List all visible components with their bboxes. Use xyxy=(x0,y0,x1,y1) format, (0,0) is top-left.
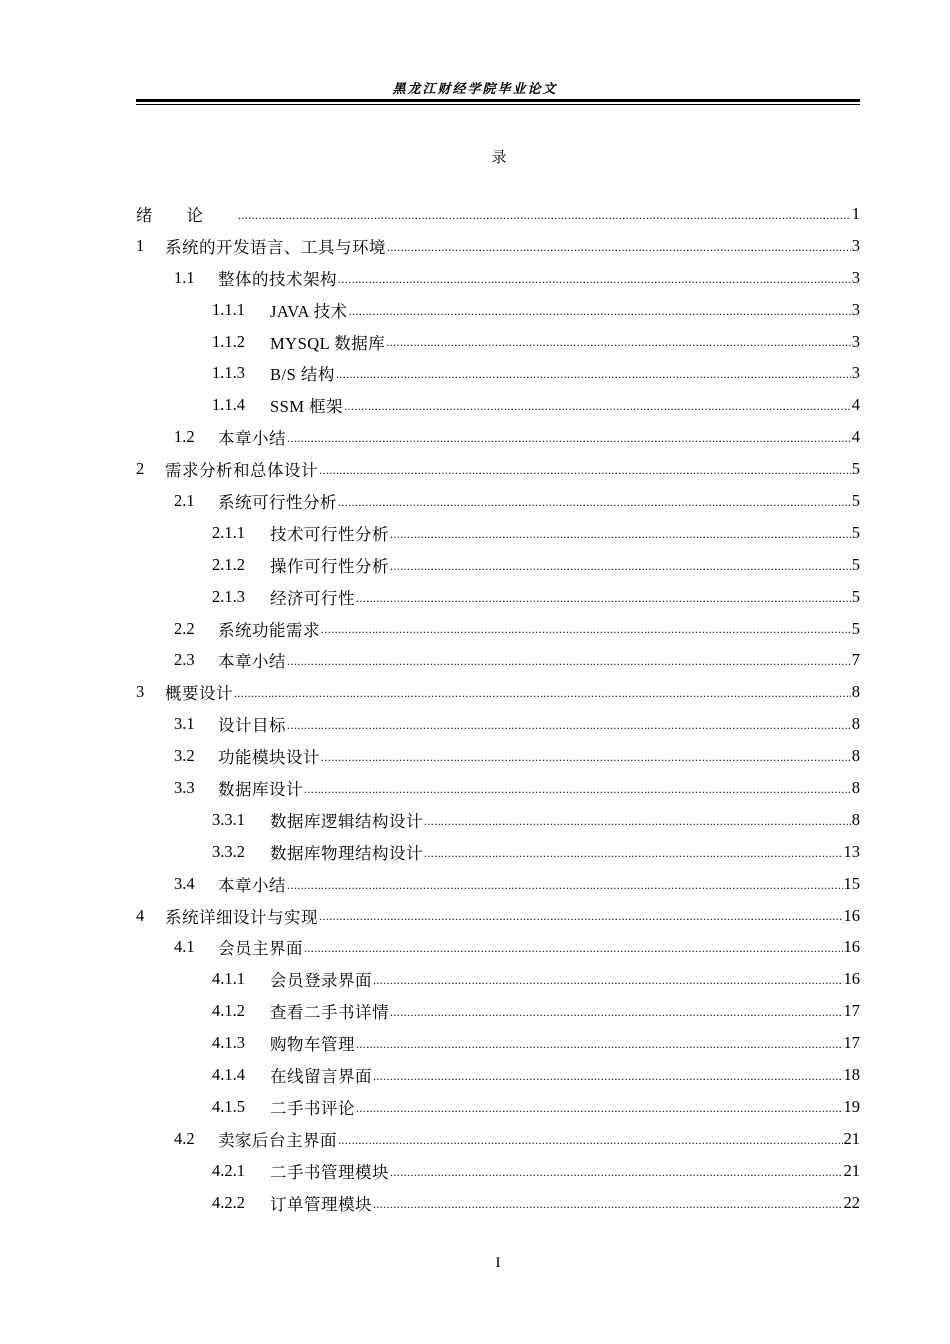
toc-entry-title: 数据库逻辑结构设计 xyxy=(270,811,423,831)
toc-leader-dots xyxy=(356,1037,843,1059)
toc-entry-title: 系统功能需求 xyxy=(218,620,320,640)
toc-entry-page: 16 xyxy=(843,937,860,957)
toc-entry-number: 2.1.2 xyxy=(212,554,245,574)
toc-entry-page: 5 xyxy=(851,459,860,479)
toc-entry[interactable] xyxy=(136,644,860,676)
toc-entry-page: 16 xyxy=(843,969,860,989)
toc-entry-title: 整体的技术架构 xyxy=(218,269,337,289)
header-rule-thick xyxy=(136,99,860,102)
toc-entry-page: 13 xyxy=(843,841,860,861)
toc-entry-title: MYSQL 数据库 xyxy=(270,333,386,353)
toc-entry-title: 在线留言界面 xyxy=(270,1066,372,1086)
toc-leader-dots xyxy=(287,878,843,900)
toc-entry-title: 需求分析和总体设计 xyxy=(165,461,318,481)
toc-entry[interactable] xyxy=(136,740,860,772)
toc-entry-title: 订单管理模块 xyxy=(270,1194,372,1214)
toc-entry-page: 22 xyxy=(843,1192,860,1212)
toc-entry[interactable] xyxy=(136,772,860,804)
toc-entry[interactable] xyxy=(136,708,860,740)
toc-entry[interactable] xyxy=(136,1059,860,1091)
toc-entry-title: B/S 结构 xyxy=(270,365,335,385)
toc-entry-title: 系统的开发语言、工具与环境 xyxy=(165,237,386,257)
toc-entry-page: 7 xyxy=(851,650,860,670)
toc-leader-dots xyxy=(349,304,851,326)
toc-leader-dots xyxy=(373,973,843,995)
toc-entry-number: 3.4 xyxy=(174,873,195,893)
toc-entry-page: 8 xyxy=(851,746,860,766)
toc-entry-number: 4 xyxy=(136,905,145,925)
toc-entry[interactable] xyxy=(136,613,860,645)
toc-entry-page: 1 xyxy=(851,203,860,223)
toc-leader-dots xyxy=(338,495,851,517)
toc-leader-dots xyxy=(287,431,851,453)
toc-entry-title: 数据库物理结构设计 xyxy=(270,843,423,863)
toc-entry-page: 5 xyxy=(851,522,860,542)
toc-entry-number: 1.1.3 xyxy=(212,363,245,383)
toc-entry-page: 5 xyxy=(851,618,860,638)
toc-leader-dots xyxy=(319,463,851,485)
toc-entry-number: 4.2.1 xyxy=(212,1160,245,1180)
toc-entry-page: 21 xyxy=(843,1128,860,1148)
toc-entry-title: 二手书管理模块 xyxy=(270,1162,389,1182)
toc-leader-dots xyxy=(238,208,851,230)
toc-leader-dots xyxy=(373,1197,843,1219)
toc-entry-number: 1.1.2 xyxy=(212,331,245,351)
toc-entry-page: 3 xyxy=(851,363,860,383)
toc-entry-title: 技术可行性分析 xyxy=(270,524,389,544)
toc-leader-dots xyxy=(390,527,851,549)
toc-entry[interactable] xyxy=(136,1155,860,1187)
toc-entry-title: 会员主界面 xyxy=(218,939,303,959)
toc-leader-dots xyxy=(344,399,851,421)
toc-entry-title: 二手书评论 xyxy=(270,1098,355,1118)
toc-leader-dots xyxy=(387,240,851,262)
toc-entry-number: 2.1.1 xyxy=(212,522,245,542)
toc-entry-number: 4.1.1 xyxy=(212,969,245,989)
toc-entry[interactable] xyxy=(136,549,860,581)
toc-entry[interactable] xyxy=(136,963,860,995)
toc-leader-dots xyxy=(321,622,851,644)
header-rule-thin xyxy=(136,104,860,105)
toc-entry-title: 功能模块设计 xyxy=(218,748,320,768)
toc-entry[interactable] xyxy=(136,1123,860,1155)
toc-entry-page: 17 xyxy=(843,1001,860,1021)
toc-entry-number: 4.1.2 xyxy=(212,1001,245,1021)
running-header-title: 黑龙江财经学院毕业论文 xyxy=(392,82,558,97)
toc-leader-dots xyxy=(424,814,851,836)
toc-entry-page: 3 xyxy=(851,235,860,255)
toc-leader-dots xyxy=(390,1165,843,1187)
table-of-contents xyxy=(136,198,860,1219)
toc-leader-dots xyxy=(287,718,851,740)
toc-entry-page: 5 xyxy=(851,490,860,510)
toc-leader-dots xyxy=(424,846,843,868)
toc-entry-number: 2.3 xyxy=(174,650,195,670)
toc-leader-dots xyxy=(287,654,851,676)
toc-entry-page: 19 xyxy=(843,1096,860,1116)
toc-entry-page: 5 xyxy=(851,554,860,574)
toc-leader-dots xyxy=(356,1101,843,1123)
toc-leader-dots xyxy=(319,909,843,931)
toc-entry-number: 3 xyxy=(136,682,145,702)
toc-entry-number: 4.1 xyxy=(174,937,195,957)
toc-entry-page: 3 xyxy=(851,299,860,319)
toc-entry-title: 设计目标 xyxy=(218,716,286,736)
toc-leader-dots xyxy=(356,591,851,613)
toc-heading: 录 xyxy=(491,148,507,166)
toc-entry-title: 数据库设计 xyxy=(218,779,303,799)
toc-entry-number: 2.1 xyxy=(174,490,195,510)
toc-entry-title: 操作可行性分析 xyxy=(270,556,389,576)
toc-entry-number: 3.1 xyxy=(174,714,195,734)
toc-entry[interactable] xyxy=(136,676,860,708)
toc-entry-title: SSM 框架 xyxy=(270,397,344,417)
toc-entry-title: 会员登录界面 xyxy=(270,971,372,991)
toc-entry[interactable] xyxy=(136,421,860,453)
toc-entry-number: 1 xyxy=(136,235,145,255)
toc-entry-page: 15 xyxy=(843,873,860,893)
toc-entry-page: 17 xyxy=(843,1033,860,1053)
toc-entry-number: 1.1.1 xyxy=(212,299,245,319)
toc-entry-title: 绪论 xyxy=(136,205,237,225)
toc-entry-title: 经济可行性 xyxy=(270,588,355,608)
toc-entry[interactable] xyxy=(136,1187,860,1219)
toc-entry-number: 3.2 xyxy=(174,746,195,766)
toc-leader-dots xyxy=(321,750,851,772)
toc-entry-page: 8 xyxy=(851,777,860,797)
toc-entry-title: 本章小结 xyxy=(218,875,286,895)
toc-entry[interactable] xyxy=(136,836,860,868)
toc-entry[interactable] xyxy=(136,294,860,326)
toc-entry-number: 3.3 xyxy=(174,777,195,797)
toc-entry-title: JAVA 技术 xyxy=(270,301,348,321)
toc-entry[interactable] xyxy=(136,198,860,230)
toc-entry-page: 4 xyxy=(851,395,860,415)
toc-entry-number: 4.2.2 xyxy=(212,1192,245,1212)
toc-entry[interactable] xyxy=(136,517,860,549)
toc-entry-page: 8 xyxy=(851,682,860,702)
toc-entry-page: 8 xyxy=(851,714,860,734)
toc-entry[interactable] xyxy=(136,326,860,358)
toc-entry-number: 1.2 xyxy=(174,427,195,447)
toc-entry[interactable] xyxy=(136,900,860,932)
toc-leader-dots xyxy=(304,782,851,804)
toc-entry-title: 系统详细设计与实现 xyxy=(165,907,318,927)
toc-entry-page: 21 xyxy=(843,1160,860,1180)
toc-entry-page: 16 xyxy=(843,905,860,925)
toc-entry[interactable] xyxy=(136,485,860,517)
toc-entry[interactable] xyxy=(136,230,860,262)
toc-entry-number: 3.3.1 xyxy=(212,809,245,829)
toc-entry[interactable] xyxy=(136,804,860,836)
toc-leader-dots xyxy=(390,1005,843,1027)
toc-leader-dots xyxy=(390,559,851,581)
toc-entry[interactable] xyxy=(136,389,860,421)
toc-entry-number: 2.1.3 xyxy=(212,586,245,606)
toc-entry-page: 18 xyxy=(843,1064,860,1084)
toc-entry-number: 4.1.3 xyxy=(212,1033,245,1053)
toc-entry-number: 4.1.4 xyxy=(212,1064,245,1084)
toc-entry-page: 4 xyxy=(851,427,860,447)
toc-entry[interactable] xyxy=(136,581,860,613)
toc-entry-number: 2.2 xyxy=(174,618,195,638)
toc-entry[interactable] xyxy=(136,931,860,963)
toc-entry-page: 8 xyxy=(851,809,860,829)
toc-leader-dots xyxy=(234,686,851,708)
toc-entry-page: 3 xyxy=(851,331,860,351)
toc-leader-dots xyxy=(304,941,843,963)
toc-entry[interactable] xyxy=(136,1091,860,1123)
toc-entry-number: 4.1.5 xyxy=(212,1096,245,1116)
toc-entry-page: 5 xyxy=(851,586,860,606)
toc-entry[interactable] xyxy=(136,868,860,900)
toc-entry-title: 本章小结 xyxy=(218,429,286,449)
toc-entry[interactable] xyxy=(136,453,860,485)
toc-entry-page: 3 xyxy=(851,267,860,287)
toc-leader-dots xyxy=(386,335,850,357)
toc-entry-number: 4.2 xyxy=(174,1128,195,1148)
toc-leader-dots xyxy=(336,367,851,389)
toc-entry-title: 概要设计 xyxy=(165,684,233,704)
toc-entry-number: 2 xyxy=(136,459,145,479)
toc-entry-title: 本章小结 xyxy=(218,652,286,672)
toc-entry-title: 查看二手书详情 xyxy=(270,1003,389,1023)
toc-entry-number: 1.1.4 xyxy=(212,395,245,415)
toc-entry[interactable] xyxy=(136,995,860,1027)
toc-entry-number: 1.1 xyxy=(174,267,195,287)
toc-leader-dots xyxy=(338,1133,843,1155)
toc-entry[interactable] xyxy=(136,357,860,389)
toc-leader-dots xyxy=(373,1069,843,1091)
toc-entry-title: 购物车管理 xyxy=(270,1035,355,1055)
toc-entry-title: 系统可行性分析 xyxy=(218,492,337,512)
page-number: I xyxy=(495,1255,501,1271)
toc-entry[interactable] xyxy=(136,262,860,294)
toc-entry[interactable] xyxy=(136,1027,860,1059)
toc-leader-dots xyxy=(338,272,851,294)
toc-entry-number: 3.3.2 xyxy=(212,841,245,861)
toc-entry-title: 卖家后台主界面 xyxy=(218,1130,337,1150)
